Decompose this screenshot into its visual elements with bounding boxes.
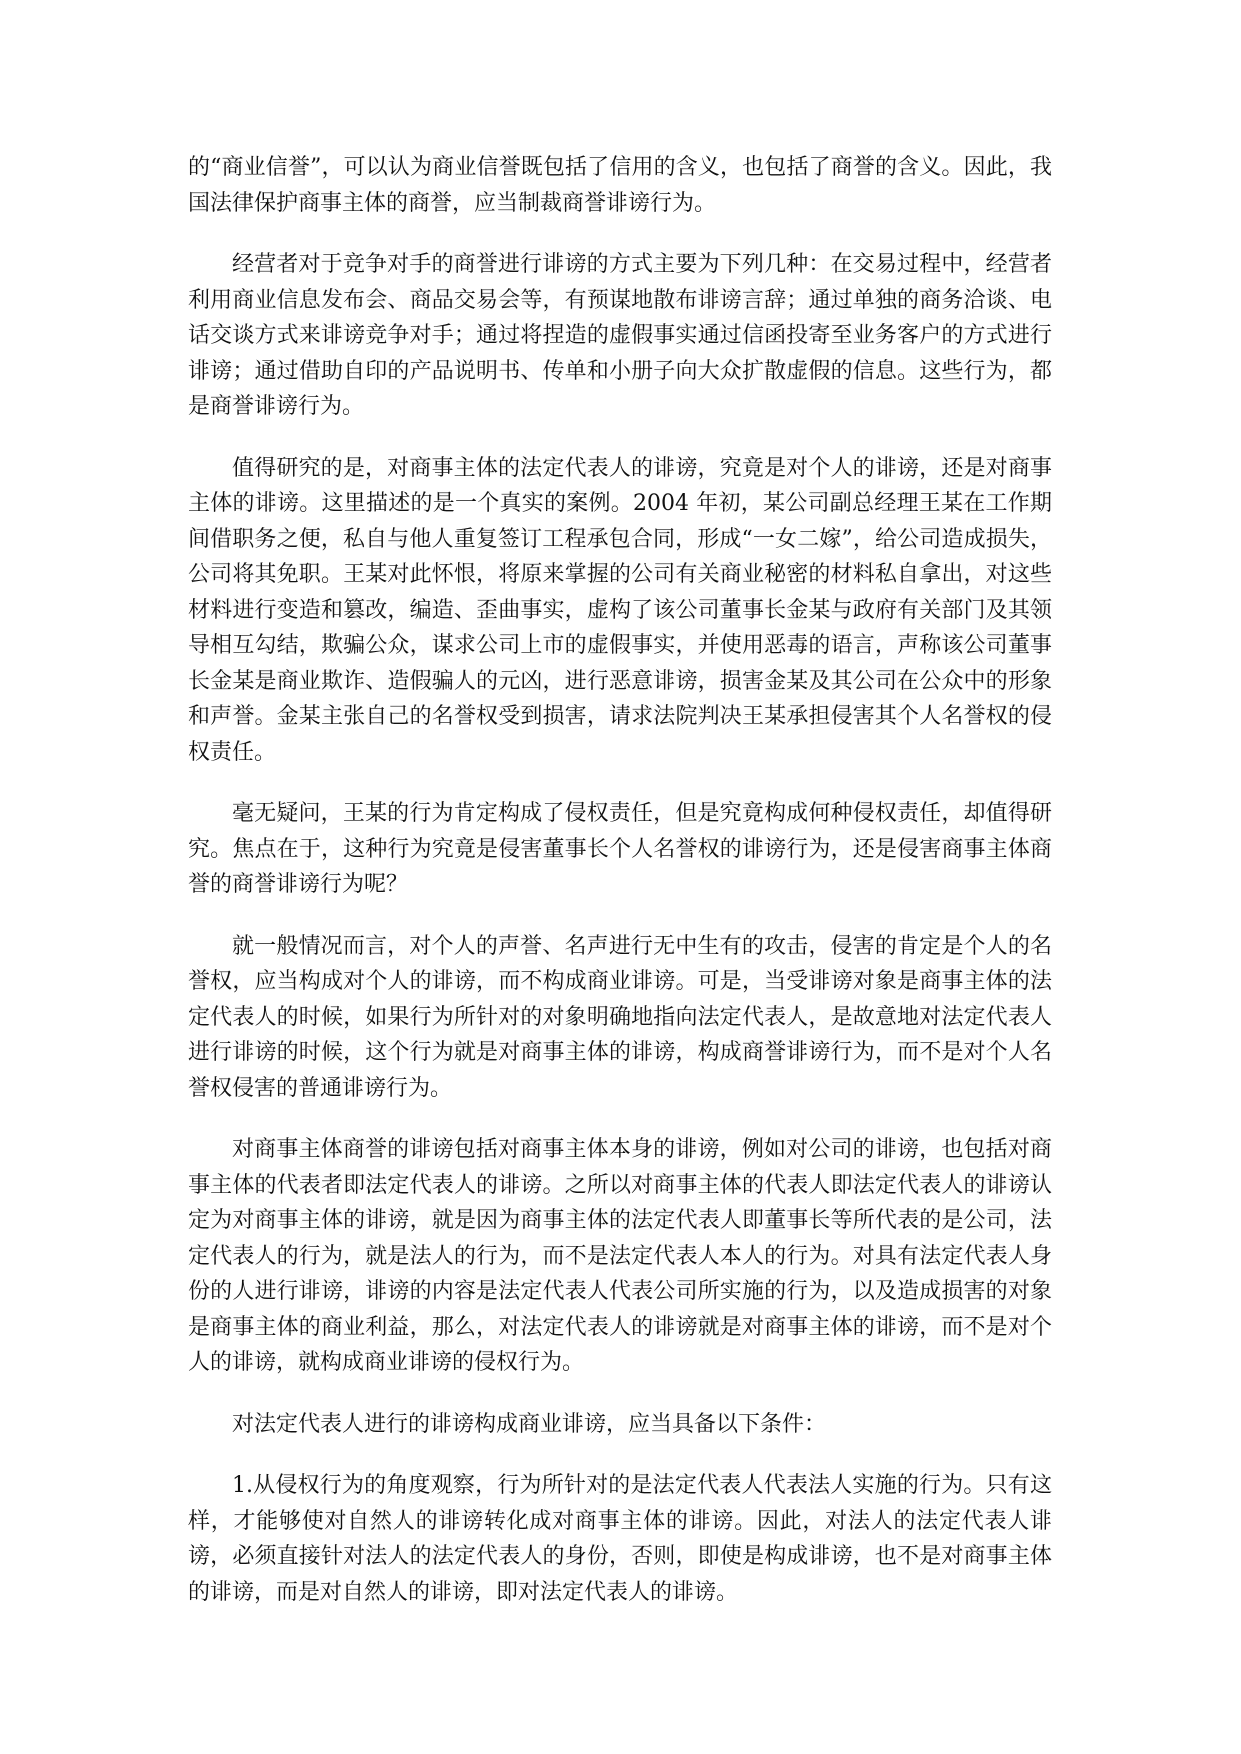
paragraph-7: 对法定代表人进行的诽谤构成商业诽谤，应当具备以下条件： [232,1411,827,1437]
paragraph-1: 的“商业信誉”，可以认为商业信誉既包括了信用的含义，也包括了商誉的含义。因此，我国法律保护商事主体的商誉，应当制裁商誉诽谤行为。 [188,155,1052,216]
paragraph-5: 就一般情况而言，对个人的声誉、名声进行无中生有的攻击，侵害的肯定是个人的名誉权，应当构成对个人的诽谤，而不构成商业诽谤。可是，当受诽谤对象是商事主体的法定代表人的时候，如果行为所针对的对象明确地指向法定代表人，是故意地对法定代表人进行诽谤的时候，这个行为就是对商事主体的诽谤，构成商誉诽谤行为，而不是对个人名誉权侵害的普通诽谤行为。 [188,933,1052,1101]
document-body [188,150,1052,1636]
paragraph-4: 毫无疑问，王某的行为肯定构成了侵权责任，但是究竟构成何种侵权责任，却值得研究。焦点在于，这种行为究竟是侵害董事长个人名誉权的诽谤行为，还是侵害商事主体商誉的商誉诽谤行为呢？ [188,801,1052,897]
paragraph-8: 1.从侵权行为的角度观察，行为所针对的是法定代表人代表法人实施的行为。只有这样，才能够使对自然人的诽谤转化成对商事主体的诽谤。因此，对法人的法定代表人诽谤，必须直接针对法人的法定代表人的身份，否则，即使是构成诽谤，也不是对商事主体的诽谤，而是对自然人的诽谤，即对法定代表人的诽谤。 [188,1473,1052,1605]
paragraph-3: 值得研究的是，对商事主体的法定代表人的诽谤，究竟是对个人的诽谤，还是对商事主体的诽谤。这里描述的是一个真实的案例。2004 年初，某公司副总经理王某在工作期间借职务之便，私自与他人重复签订工程承包合同，形成“一女二嫁”，给公司造成损失，公司将其免职。王某对此怀恨，将原来掌握的公司有关商业秘密的材料私自拿出，对这些材料进行变造和篡改，编造、歪曲事实，虚构了该公司董事长金某与政府有关部门及其领导相互勾结，欺骗公众，谋求公司上市的虚假事实，并使用恶毒的语言，声称该公司董事长金某是商业欺诈、造假骗人的元凶，进行恶意诽谤，损害金某及其公司在公众中的形象和声誉。金某主张自己的名誉权受到损害，请求法院判决王某承担侵害其个人名誉权的侵权责任。 [188,455,1052,765]
paragraph-2: 经营者对于竞争对手的商誉进行诽谤的方式主要为下列几种：在交易过程中，经营者利用商业信息发布会、商品交易会等，有预谋地散布诽谤言辞；通过单独的商务洽谈、电话交谈方式来诽谤竞争对手；通过将捏造的虚假事实通过信函投寄至业务客户的方式进行诽谤；通过借助自印的产品说明书、传单和小册子向大众扩散虚假的信息。这些行为，都是商誉诽谤行为。 [188,252,1052,419]
paragraph-6: 对商事主体商誉的诽谤包括对商事主体本身的诽谤，例如对公司的诽谤，也包括对商事主体的代表者即法定代表人的诽谤。之所以对商事主体的代表人即法定代表人的诽谤认定为对商事主体的诽谤，就是因为商事主体的法定代表人即董事长等所代表的是公司，法定代表人的行为，就是法人的行为，而不是法定代表人本人的行为。对具有法定代表人身份的人进行诽谤，诽谤的内容是法定代表人代表公司所实施的行为，以及造成损害的对象是商事主体的商业利益，那么，对法定代表人的诽谤就是对商事主体的诽谤，而不是对个人的诽谤，就构成商业诽谤的侵权行为。 [188,1137,1052,1375]
